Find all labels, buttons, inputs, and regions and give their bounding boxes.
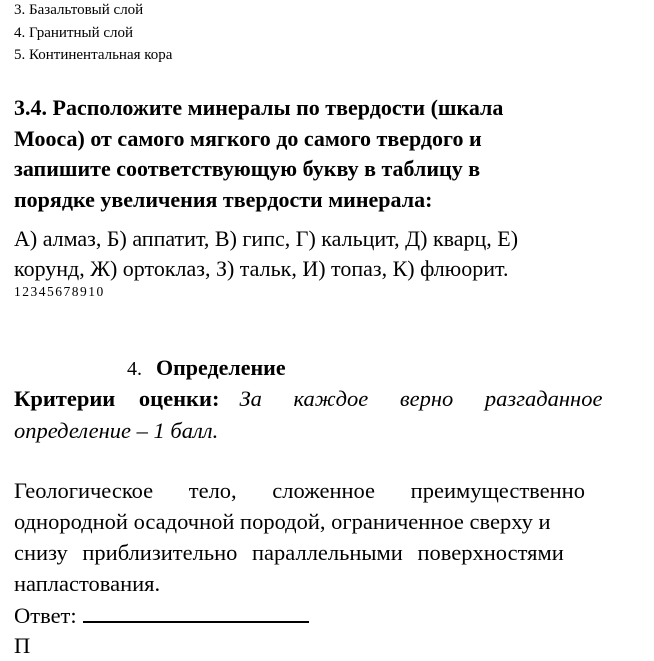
definition-line: снизу приблизительно параллельными поверхностями bbox=[14, 540, 564, 565]
criteria-label: Критерии оценки: bbox=[14, 386, 220, 411]
section-number: 4. bbox=[127, 358, 142, 380]
task-heading-line: 3.4. Расположите минералы по твердости (шкала bbox=[14, 95, 504, 120]
list-item: 5. Континентальная кора bbox=[14, 47, 173, 63]
criteria-text: За каждое верно разгаданное bbox=[239, 386, 603, 411]
definition-text bbox=[14, 475, 585, 599]
task-heading-line: порядке увеличения твердости минерала: bbox=[14, 186, 433, 212]
layers-list bbox=[14, 0, 172, 67]
list-item: 3. Базальтовый слой bbox=[14, 2, 144, 18]
criteria-text-continued: определение – 1 балл. bbox=[14, 418, 219, 443]
answer-label: Ответ: bbox=[14, 603, 77, 628]
cutoff-text: П bbox=[14, 633, 31, 658]
task-heading-line: Мооса) от самого мягкого до самого твердого и bbox=[14, 125, 482, 151]
section-name: Определение bbox=[156, 355, 286, 380]
mineral-options-line: А) алмаз, Б) аппатит, В) гипс, Г) кальцит, Д) кварц, Е) bbox=[14, 226, 519, 251]
criteria-block bbox=[14, 383, 602, 447]
answer-row bbox=[14, 599, 309, 631]
definition-line: напластования. bbox=[14, 571, 161, 596]
answer-number-row: 12345678910 bbox=[14, 284, 105, 299]
task-heading bbox=[14, 93, 654, 215]
answer-blank-line[interactable] bbox=[83, 599, 309, 623]
mineral-options bbox=[14, 224, 654, 284]
list-item: 4. Гранитный слой bbox=[14, 24, 134, 41]
definition-line: однородной осадочной породой, ограниченное сверху и bbox=[14, 509, 551, 534]
section-title bbox=[127, 353, 286, 384]
mineral-options-line: корунд, Ж) ортоклаз, З) тальк, И) топаз, К) флюорит. bbox=[14, 256, 509, 281]
task-heading-line: запишите соответствующую букву в таблицу в bbox=[14, 156, 481, 181]
definition-line: Геологическое тело, сложенное преимущественно bbox=[14, 478, 585, 503]
